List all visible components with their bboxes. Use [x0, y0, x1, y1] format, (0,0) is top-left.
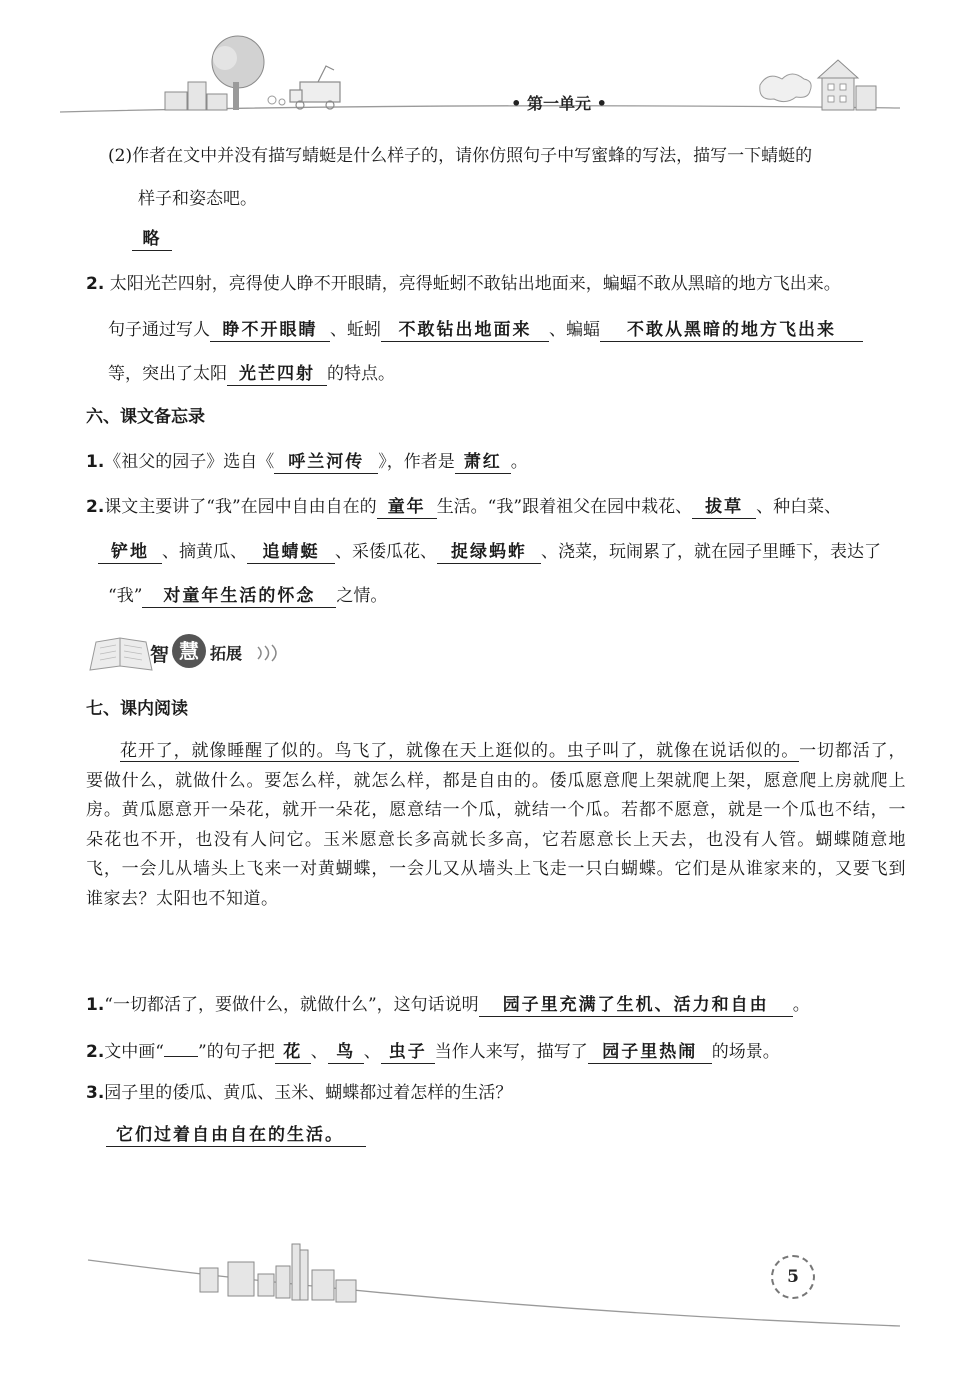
s6-q1: 1.《祖父的园子》选自《 呼兰河传 》，作者是 萧红 。: [86, 452, 528, 472]
answer-blank: 花: [275, 1041, 311, 1064]
banner-char-3: 拓展: [210, 644, 243, 663]
underline-sample: [164, 1038, 198, 1057]
page-number-badge: [771, 1255, 815, 1299]
q-sun-fill-line-1: 句子通过写人 睁不开眼睛 、蚯蚓 不敢钻出地面来 、蝙蝠 不敢从黑暗的地方飞出来: [108, 318, 863, 342]
unit-title: 第一单元: [526, 94, 591, 113]
reading-passage: 花开了，就像睡醒了似的。鸟飞了，就像在天上逛似的。虫子叫了，就像在说话似的。一切都活了，要做什么，就做什么。要怎么样，就怎么样，都是自由的。倭瓜愿意爬上架就爬上架，愿意爬上房就爬上房。黄瓜愿意开一朵花，就开一朵花，愿意结一个瓜，就结一个瓜。若都不愿意，就是一个瓜也不结，一朵花也不开，也没有人问它。玉米愿意长多高就长多高，它若愿意长上天去，也没有人管。蝴蝶随意地飞，一会儿从墙头上飞来一对黄蝴蝶，一会儿又从墙头上飞走一只白蝴蝶。它们是从谁家来的，又要飞到谁家去？太阳也不知道。: [86, 741, 907, 909]
footer-decoration: [0, 1240, 979, 1340]
page-number: 5: [787, 1267, 799, 1287]
answer-blank: 对童年生活的怀念: [142, 585, 336, 608]
banner-char-1: 智: [150, 644, 170, 666]
answer-blank: 追蜻蜓: [247, 541, 335, 564]
q2-sub-line-1: (2)作者在文中并没有描写蜻蜓是什么样子的，请你仿照句子中写蜜蜂的写法，描写一下蜻蜓的: [108, 146, 813, 166]
q-sun-sentence: 2. 太阳光芒四射，亮得使人睁不开眼睛，亮得蚯蚓不敢钻出地面来，蝙蝠不敢从黑暗的地方飞出来。: [86, 274, 841, 294]
answer-blank: 不敢钻出地面来: [381, 319, 549, 342]
wisdom-expansion-banner: [86, 630, 286, 674]
answer-blank: 捉绿蚂蚱: [437, 541, 541, 564]
section-6-title: 六、课文备忘录: [86, 407, 205, 427]
header-title-box: [490, 91, 628, 117]
s6-q2-line-3: “我” 对童年生活的怀念 之情。: [108, 586, 388, 606]
answer-blank: 光芒四射: [227, 363, 327, 386]
banner-char-2: 慧: [172, 634, 206, 668]
q2-sub-answer: 略: [132, 228, 172, 251]
answer-blank: 呼兰河传: [274, 451, 378, 474]
answer-blank: 园子里充满了生机、活力和自由: [479, 994, 793, 1017]
s7-q3-answer: 它们过着自由自在的生活。: [106, 1124, 366, 1147]
s6-q2-line-1: 2.课文主要讲了“我”在园中自由自在的 童年 生活。“我”跟着祖父在园中栽花、 拔草 、种白菜、: [86, 497, 842, 517]
s7-q1: 1.“一切都活了，要做什么，就做什么”，这句话说明 园子里充满了生机、活力和自由 。: [86, 995, 810, 1015]
answer-blank: 不敢从黑暗的地方飞出来: [600, 319, 863, 342]
dot-icon: •: [511, 94, 522, 113]
book-decoration-icon: [86, 630, 156, 674]
answer-blank: 铲地: [98, 541, 162, 564]
s7-q2: 2.文中画“ ”的句子把 花 、 鸟 、 虫子 当作人来写，描写了 园子里热闹 的场景。: [86, 1038, 780, 1064]
answer-blank: 童年: [377, 496, 437, 519]
s7-q3: 3.园子里的倭瓜、黄瓜、玉米、蝴蝶都过着怎样的生活？: [86, 1083, 513, 1103]
q2-sub-line-2: 样子和姿态吧。: [138, 189, 257, 209]
section-7-title: 七、课内阅读: [86, 699, 188, 719]
answer-blank: 虫子: [381, 1041, 435, 1064]
signal-arcs-icon: [254, 644, 280, 662]
answer-blank: 萧红: [455, 451, 511, 474]
answer-blank: 拔草: [692, 496, 756, 519]
answer-blank: 园子里热闹: [588, 1041, 712, 1064]
underlined-sentences: 花开了，就像睡醒了似的。鸟飞了，就像在天上逛似的。虫子叫了，就像在说话似的。: [120, 741, 800, 761]
answer-blank: 鸟: [328, 1041, 364, 1064]
truck-icon: [290, 66, 340, 109]
answer-blank: 睁不开眼睛: [210, 319, 330, 342]
q-sun-fill-line-2: 等，突出了太阳 光芒四射 的特点。: [108, 364, 395, 384]
dot-icon: •: [596, 94, 607, 113]
s6-q2-line-2: 铲地 、摘黄瓜、 追蜻蜓 、采倭瓜花、 捉绿蚂蚱 、浇菜，玩闹累了，就在园子里睡下，表达了: [98, 540, 881, 564]
